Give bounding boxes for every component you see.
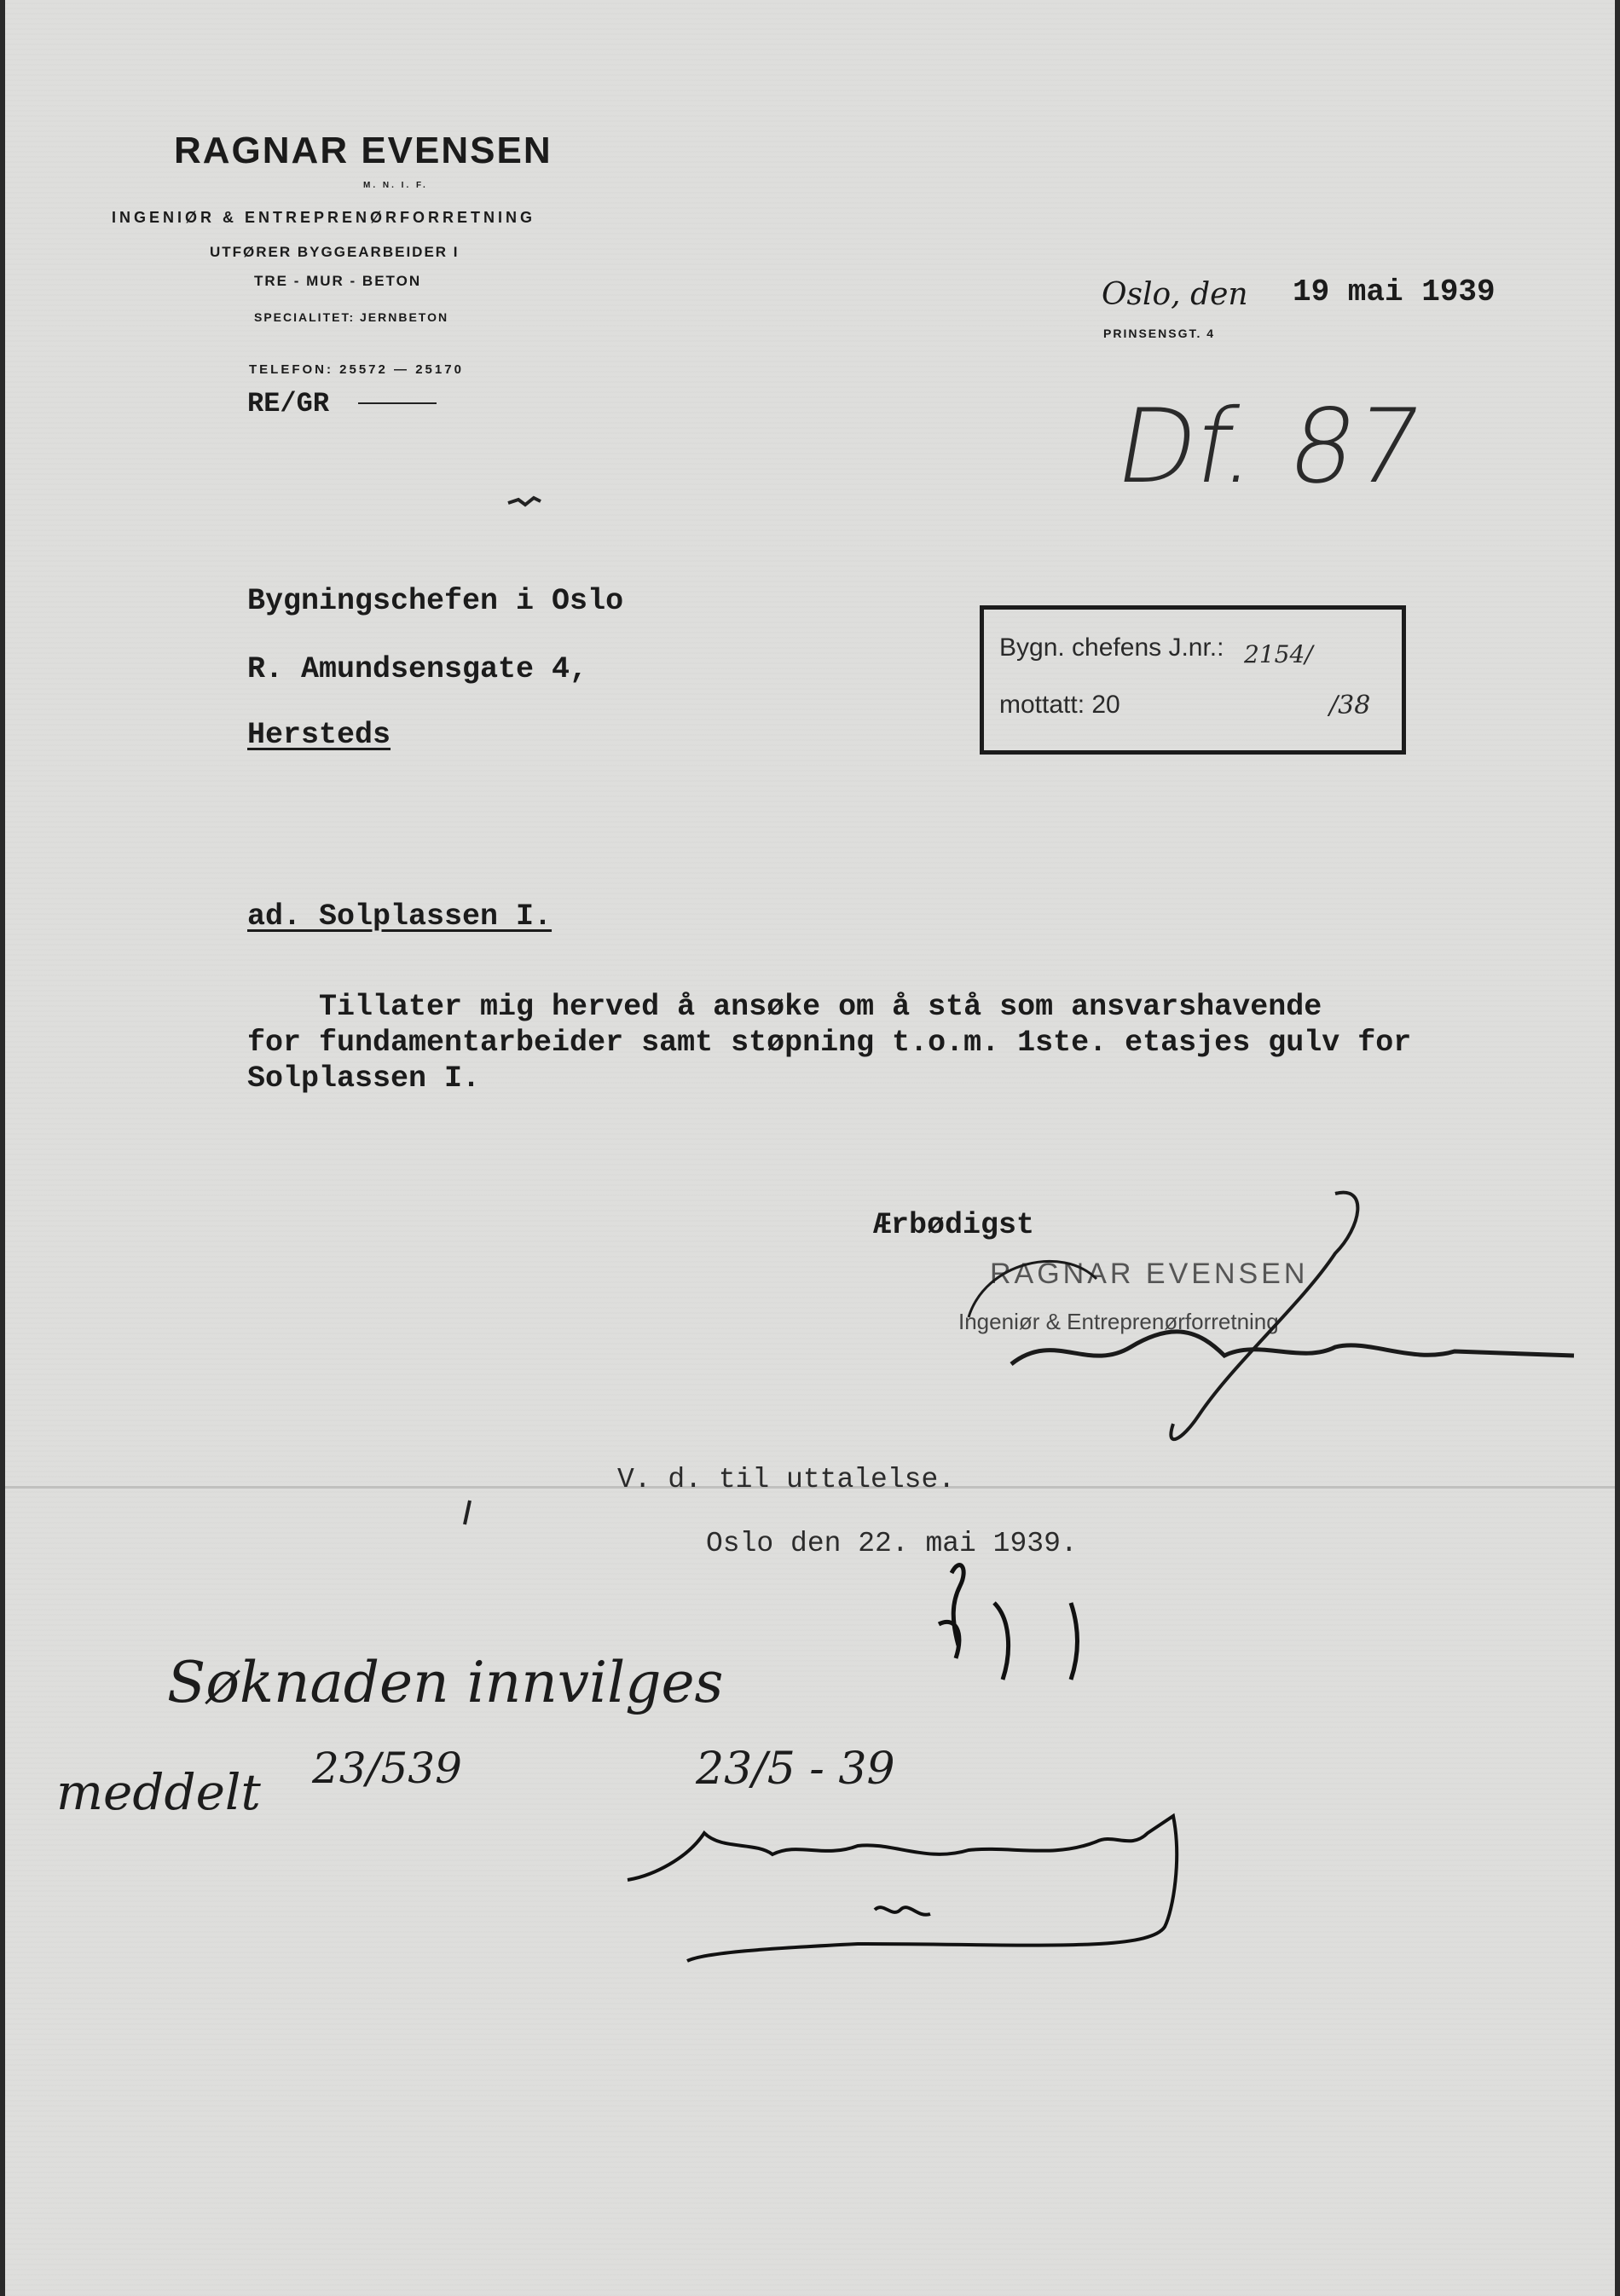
- initials-signature: [939, 1565, 1078, 1680]
- annotation-line1: V. d. til uttalelse.: [617, 1464, 956, 1495]
- handwritten-note-line1: Søknaden innvilges: [167, 1650, 724, 1715]
- dateline-city: Oslo, den: [1102, 277, 1248, 312]
- letterhead-telefon: TELEFON: 25572 — 25170: [249, 362, 464, 377]
- official-initials: [875, 1907, 930, 1915]
- dateline-street: PRINSENSGT. 4: [1103, 327, 1216, 340]
- annotation-line2: Oslo den 22. mai 1939.: [706, 1528, 1078, 1559]
- letterhead-line4: SPECIALITET: JERNBETON: [254, 310, 449, 324]
- dateline-date: 19 mai 1939: [1293, 275, 1496, 309]
- reference-code: RE/GR: [247, 388, 330, 419]
- handwritten-note-line2: meddelt: [56, 1763, 261, 1821]
- closing-text: Ærbødigst: [873, 1208, 1035, 1242]
- handwritten-note-date: 23/5 - 39: [696, 1744, 895, 1795]
- signature-loop: [1171, 1193, 1357, 1439]
- body-paragraph: Tillater mig herved å ansøke om å stå som ansvarshavende for fundamentarbeider samt støpning t.o.m. 1ste. etasjes gulv for Solplassen I.: [247, 990, 1412, 1096]
- subject-line: ad. Solplassen I.: [247, 899, 553, 934]
- handwritten-note-ref: 23/539: [312, 1744, 462, 1793]
- handwritten-reference: Df. 87: [1107, 388, 1432, 506]
- letterhead-mnif: M. N. I. F.: [363, 181, 428, 190]
- letterhead-name: RAGNAR EVENSEN: [174, 130, 553, 171]
- signature-drawings: [5, 0, 1620, 2296]
- official-signature: [628, 1816, 1177, 1961]
- stamp-year: /38: [1329, 691, 1371, 720]
- letterhead-line1: INGENIØR & ENTREPRENØRFORRETNING: [112, 209, 536, 226]
- signature-flourish: [969, 1261, 1096, 1317]
- sender-signature: [1011, 1332, 1574, 1364]
- check-mark: [465, 1501, 470, 1524]
- stamp-line1: Bygn. chefens J.nr.:: [999, 633, 1224, 662]
- company-stamp-sub: Ingeniør & Entreprenørforretning: [958, 1309, 1279, 1334]
- letterhead-line2: UTFØRER BYGGEARBEIDER I: [210, 244, 460, 260]
- recipient-line3: Hersteds: [247, 718, 391, 752]
- company-stamp-name: RAGNAR EVENSEN: [990, 1258, 1309, 1290]
- scribble-mark: [508, 498, 541, 505]
- stamp-line2: mottatt: 20: [999, 691, 1120, 719]
- recipient-line1: Bygningschefen i Oslo: [247, 584, 624, 618]
- recipient-line2: R. Amundsensgate 4,: [247, 652, 588, 686]
- letterhead-line3: TRE - MUR - BETON: [254, 273, 422, 289]
- stamp-journal-number: 2154/: [1244, 640, 1313, 668]
